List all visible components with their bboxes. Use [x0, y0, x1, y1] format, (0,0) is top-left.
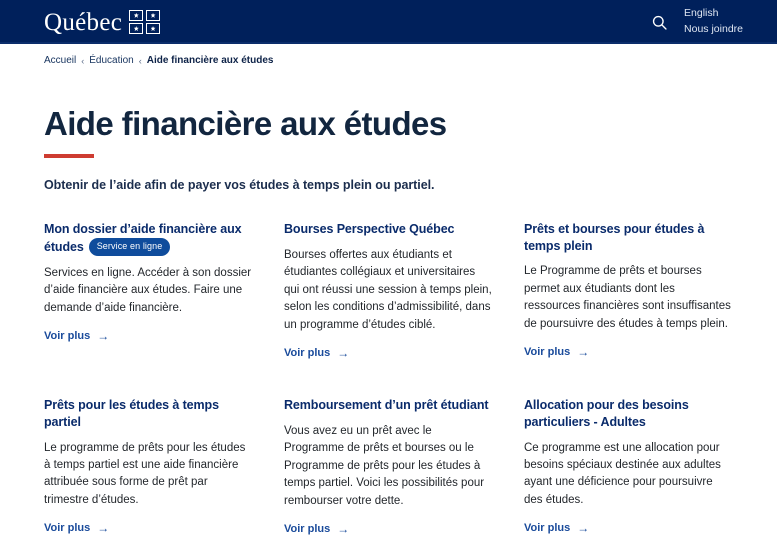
quebec-flag-emblem-icon — [129, 10, 160, 34]
site-header — [0, 0, 777, 44]
card-description: Vous avez eu un prêt avec le Programme de prêts et bourses ou le Programme de prêts pour les études à temps partiel. Voici les possibilités pour rembourser votre dette. — [284, 424, 485, 507]
breadcrumb-separator-icon: ‹ — [138, 55, 142, 66]
breadcrumb-item-current: Aide financière aux études — [146, 55, 274, 66]
title-accent-rule — [44, 154, 94, 158]
brand-wordmark: Québec — [44, 8, 123, 36]
card-description: Services en ligne. Accéder à son dossier d’aide financière aux études. Faire une demande d’aide financière. — [44, 266, 252, 314]
card-title — [44, 397, 253, 431]
card-title — [524, 221, 733, 255]
status-badge: Service en ligne — [89, 238, 171, 256]
breadcrumb — [0, 44, 777, 66]
breadcrumb-item-education[interactable]: Éducation — [89, 55, 134, 66]
card-title-link[interactable]: Bourses Perspective Québec — [284, 221, 455, 236]
topic-card — [524, 221, 733, 361]
card-title-link[interactable]: Prêts pour les études à temps partiel — [44, 398, 219, 429]
breadcrumb-separator-icon: ‹ — [81, 55, 85, 66]
card-description: Le Programme de prêts et bourses permet aux étudiants dont les ressources financières sont insuffisantes de poursuivre des études à temps plein. — [524, 265, 731, 330]
card-title-link[interactable]: Mon dossier d’aide financière aux études — [44, 221, 242, 254]
card-see-more-label: Voir plus — [284, 347, 331, 360]
page-intro: Obtenir de l’aide afin de payer vos études à temps plein ou partiel. — [44, 177, 435, 192]
contact-us-link[interactable]: Nous joindre — [684, 23, 743, 35]
quebec-logo-link[interactable] — [44, 10, 160, 35]
topic-card — [44, 221, 253, 361]
page-title: Aide financière aux études — [44, 105, 447, 142]
arrow-right-icon: → — [97, 329, 110, 344]
card-see-more-link[interactable] — [284, 347, 349, 359]
card-see-more-link[interactable] — [524, 346, 589, 358]
header-links — [684, 7, 743, 37]
card-see-more-link[interactable] — [524, 522, 589, 534]
card-description: Bourses offertes aux étudiants et étudiantes collégiaux et universitaires qui ont réussi une session à temps plein, selon les conditions d’admissibilité, dans un programme d’études ciblé. — [284, 248, 492, 331]
topic-card — [524, 397, 733, 537]
header-utility-area — [649, 7, 743, 37]
arrow-right-icon: → — [337, 346, 350, 361]
card-see-more-label: Voir plus — [44, 522, 91, 535]
card-title — [284, 221, 493, 238]
topic-card-grid — [44, 221, 733, 537]
card-title — [284, 397, 493, 414]
card-see-more-link[interactable] — [44, 330, 109, 342]
card-title — [524, 397, 733, 431]
language-toggle-english[interactable]: English — [684, 7, 719, 20]
arrow-right-icon: → — [97, 521, 110, 536]
card-see-more-label: Voir plus — [524, 346, 571, 359]
card-title-link[interactable]: Allocation pour des besoins particuliers - Adultes — [524, 398, 689, 429]
arrow-right-icon: → — [337, 522, 350, 537]
topic-card — [44, 397, 253, 537]
card-title-link[interactable]: Remboursement d’un prêt étudiant — [284, 398, 489, 413]
topic-card — [284, 221, 493, 361]
topic-card — [284, 397, 493, 537]
card-description: Ce programme est une allocation pour besoins spéciaux destinée aux adultes ayant une déficience pour poursuivre des études. — [524, 441, 721, 506]
card-see-more-link[interactable] — [44, 522, 109, 534]
search-icon[interactable] — [649, 12, 670, 33]
card-title-link[interactable]: Prêts et bourses pour études à temps plein — [524, 221, 705, 253]
arrow-right-icon: → — [577, 345, 590, 360]
main-content — [0, 106, 777, 537]
card-description: Le programme de prêts pour les études à temps partiel est une aide financière attribuée sous forme de prêt par trimestre d’études. — [44, 441, 246, 506]
card-title — [44, 221, 253, 256]
card-see-more-link[interactable] — [284, 523, 349, 535]
card-see-more-label: Voir plus — [284, 523, 331, 536]
arrow-right-icon: → — [577, 521, 590, 536]
card-see-more-label: Voir plus — [44, 330, 91, 343]
breadcrumb-item-accueil[interactable]: Accueil — [44, 55, 77, 66]
card-see-more-label: Voir plus — [524, 522, 571, 535]
